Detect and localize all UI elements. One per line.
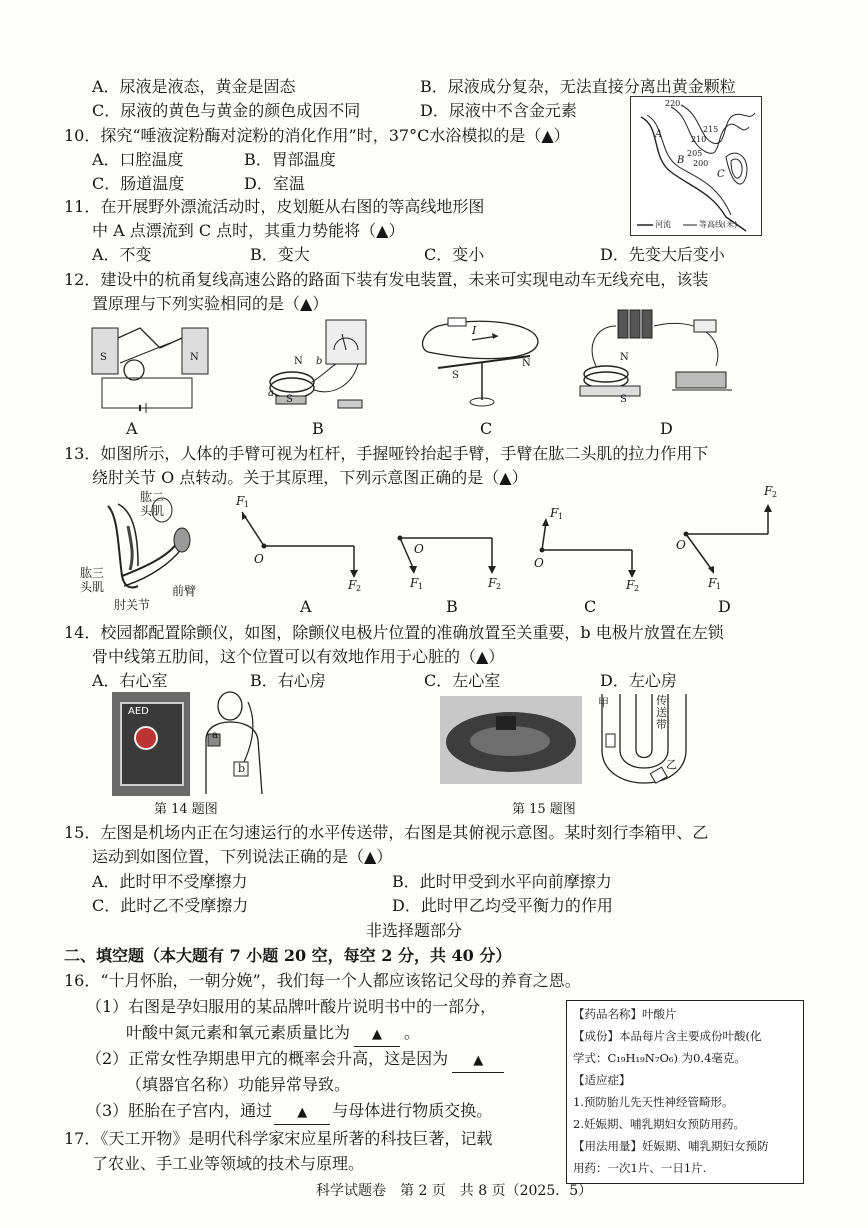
q13a-f1-label: F xyxy=(236,494,245,508)
q16-part1-line1: （1）右图是孕妇服用的某品牌叶酸片说明书中的一部分， xyxy=(86,997,497,1016)
q13a-f2-label: F xyxy=(348,578,357,592)
page-footer: 科学试题卷 第 2 页 共 8 页（2025．5） xyxy=(316,1183,593,1199)
contour-point-a: A xyxy=(655,129,663,140)
belt-label-2: 送 xyxy=(656,706,667,719)
q10-option-b: B．胃部温度 xyxy=(244,150,336,169)
drug-indication-2: 2.妊娠期、哺乳期妇女预防用药。 xyxy=(573,1117,745,1131)
q15-option-c: C．此时乙不受摩擦力 xyxy=(92,896,249,915)
q11-stem-line1: 11．在开展野外漂流活动时，皮划艇从右图的等高线地形图 xyxy=(64,197,485,216)
folic-acid-label-box xyxy=(566,1000,804,1184)
q13a-o-label: O xyxy=(254,552,264,566)
q14-option-d: D．左心房 xyxy=(600,671,677,690)
q12-stem-line1: 12．建设中的杭甬复线高速公路的路面下装有发电装置，未来可实现电动车无线充电，该装 xyxy=(64,270,709,289)
q16-part3-text-b: 与母体进行物质交换。 xyxy=(332,1101,493,1120)
q13c-f1-sub: 1 xyxy=(558,512,564,521)
q15-option-a: A．此时甲不受摩擦力 xyxy=(92,872,248,891)
contour-map xyxy=(630,96,762,236)
q14-stem-line1: 14．校园都配置除颤仪，如图，除颤仪电极片位置的准确放置至关重要，b 电极片放置在左锁 xyxy=(64,623,724,642)
q12-figure-c-letter: C xyxy=(480,419,493,438)
q11-option-d: D．先变大后变小 xyxy=(600,245,725,264)
q9-option-c: C．尿液的黄色与黄金的颜色成因不同 xyxy=(92,101,361,120)
q17-stem-line1: 17．《天工开物》是明代科学家宋应星所著的科技巨著，记载 xyxy=(64,1129,493,1148)
q14-option-a: A．右心室 xyxy=(92,671,168,690)
q12d-label-s: S xyxy=(620,394,627,405)
conveyor-diagram xyxy=(596,690,692,794)
contour-label-210: 210 xyxy=(691,135,707,144)
q13b-f1-label: F xyxy=(410,576,419,590)
q13d-f2-label: F xyxy=(764,484,773,498)
drug-name-line: 【药品名称】叶酸片 xyxy=(573,1007,677,1021)
q13d-o-label: O xyxy=(676,538,686,552)
q13c-f2-sub: 2 xyxy=(634,584,640,593)
q9-option-d: D．尿液中不含金元素 xyxy=(420,101,577,120)
contour-label-205: 205 xyxy=(687,149,703,158)
q16-part2-line1 xyxy=(86,1048,508,1073)
q13d-f2-sub: 2 xyxy=(772,490,778,499)
q11-option-c: C．变小 xyxy=(424,245,485,264)
q16-part3-line xyxy=(86,1100,492,1125)
contour-label-200: 200 xyxy=(693,159,709,168)
q13b-f2-label: F xyxy=(488,576,497,590)
q16-part2-blank[interactable]: ▲ xyxy=(452,1050,504,1073)
q13d-f1-label: F xyxy=(708,576,717,590)
q13-diagram-c xyxy=(532,500,652,596)
q12-figure-b-letter: B xyxy=(312,419,324,438)
q13-diagram-a xyxy=(230,492,370,592)
q13a-f2-sub: 2 xyxy=(356,584,362,593)
drug-dosage-line2: 用药：一次1片、一日1片. xyxy=(573,1161,707,1175)
q13b-f2-sub: 2 xyxy=(496,582,502,591)
q16-part1-text: 叶酸中氮元素和氧元素质量比为 xyxy=(126,1023,351,1042)
q11-option-b: B．变大 xyxy=(250,245,310,264)
q13c-f2-label: F xyxy=(626,578,635,592)
legend-contour-label: 等高线(米) xyxy=(699,220,738,229)
q11-stem-line2: 中 A 点漂流到 C 点时，其重力势能将（▲） xyxy=(92,221,405,240)
electrode-a-label: a xyxy=(212,730,218,741)
q12-figure-a-letter: A xyxy=(126,419,138,438)
q12-stem-line2: 置原理与下列实验相同的是（▲） xyxy=(92,294,329,313)
q15-option-d: D．此时甲乙均受平衡力的作用 xyxy=(392,896,613,915)
q16-part1-line2 xyxy=(126,1022,420,1047)
q13-diagram-b-letter: B xyxy=(446,597,458,616)
q12-figure-a xyxy=(90,318,210,418)
q12-figure-c xyxy=(418,312,548,412)
q9-option-a: A．尿液是液态，黄金是固态 xyxy=(92,77,296,96)
q12b-label-b: b xyxy=(316,356,323,367)
q15-stem-line2: 运动到如图位置，下列说法正确的是（▲） xyxy=(92,847,393,866)
q13c-o-label: O xyxy=(534,556,544,570)
q12-figure-d xyxy=(576,306,736,416)
q16-part3-text-a: （3）胚胎在子宫内，通过 xyxy=(86,1101,273,1120)
q10-stem: 10．探究“唾液淀粉酶对淀粉的消化作用”时，37°C水浴模拟的是（▲） xyxy=(64,126,570,145)
luggage-jia-label: 甲 xyxy=(598,696,609,709)
q16-part2-text: （2）正常女性孕期患甲亢的概率会升高，这是因为 xyxy=(86,1049,449,1068)
q12c-label-i: I xyxy=(472,324,477,337)
q12-figure-d-letter: D xyxy=(660,419,673,438)
q16-part1-end: 。 xyxy=(404,1023,421,1042)
q12-figure-b xyxy=(262,316,382,416)
q15-stem-line1: 15．左图是机场内正在匀速运行的水平传送带，右图是其俯视示意图。某时刻行李箱甲、乙 xyxy=(64,823,709,842)
q12a-label-s: S xyxy=(100,352,107,363)
q13-stem-line1: 13．如图所示，人体的手臂可视为杠杆，手握哑铃抬起手臂，手臂在肱二头肌的拉力作用下 xyxy=(64,444,709,463)
belt-label-1: 传 xyxy=(656,694,667,707)
contour-label-220: 220 xyxy=(665,99,681,108)
biceps-label-2: 头肌 xyxy=(140,504,165,518)
q13-diagram-b xyxy=(392,520,512,596)
belt-label-3: 带 xyxy=(656,718,667,731)
electrode-b-label: b xyxy=(238,762,246,775)
legend-river-label: 河流 xyxy=(655,220,671,229)
q13-arm-figure xyxy=(78,486,208,612)
q12b-label-a: a xyxy=(268,388,274,399)
fig14-caption: 第 14 题图 xyxy=(154,802,218,817)
drug-ingredient-line1: 【成份】本品每片含主要成份叶酸(化 xyxy=(573,1029,762,1043)
section-two-title: 二、填空题（本大题有 7 小题 20 空，每空 2 分，共 40 分） xyxy=(64,946,512,965)
q16-stem: 16．“十月怀胎，一朝分娩”，我们每一个人都应该铭记父母的养育之恩。 xyxy=(64,971,581,990)
q9-option-b: B．尿液成分复杂，无法直接分离出黄金颗粒 xyxy=(420,77,736,96)
q10-option-c: C．肠道温度 xyxy=(92,174,185,193)
q12c-label-n: N xyxy=(522,358,531,369)
luggage-yi-label: 乙 xyxy=(666,758,677,771)
q14-stem-line2: 骨中线第五肋间，这个位置可以有效地作用于心脏的（▲） xyxy=(92,647,505,666)
q13-stem-line2: 绕肘关节 O 点转动。关于其原理，下列示意图正确的是（▲） xyxy=(92,468,528,487)
q13-diagram-a-letter: A xyxy=(300,597,312,616)
q17-stem-line2: 了农业、手工业等领域的技术与原理。 xyxy=(92,1154,365,1173)
aed-photo xyxy=(112,692,190,796)
q13c-f1-label: F xyxy=(550,506,559,520)
q12a-label-n: N xyxy=(190,352,199,363)
q16-part2-line2: （填器官名称）功能异常导致。 xyxy=(126,1075,351,1094)
triceps-label-1: 肱三 xyxy=(80,566,105,580)
q13d-f1-sub: 1 xyxy=(716,582,722,591)
q13b-o-label: O xyxy=(414,542,424,556)
contour-point-b: B xyxy=(677,155,685,166)
q13-diagram-c-letter: C xyxy=(584,597,597,616)
elbow-label: 肘关节 xyxy=(114,598,151,612)
q12c-label-s: S xyxy=(452,370,459,381)
contour-point-c: C xyxy=(717,169,725,180)
q14-option-b: B．右心房 xyxy=(250,671,326,690)
electrode-placement-figure xyxy=(196,690,276,798)
q13a-f1-sub: 1 xyxy=(244,500,250,509)
non-choice-heading: 非选择题部分 xyxy=(366,921,463,940)
triceps-label-2: 头肌 xyxy=(80,580,105,594)
drug-ingredient-line2: 学式：C₁₉H₁₉N₇O₆) 为0.4毫克。 xyxy=(573,1051,746,1065)
q13-diagram-d-letter: D xyxy=(718,597,731,616)
contour-label-215: 215 xyxy=(703,125,719,134)
conveyor-photo xyxy=(440,696,582,784)
forearm-label: 前臂 xyxy=(172,584,197,598)
q14-option-c: C．左心室 xyxy=(424,671,501,690)
q10-option-a: A．口腔温度 xyxy=(92,150,184,169)
q12b-label-n: N xyxy=(294,356,303,367)
aed-label: AED xyxy=(128,706,149,717)
q16-part1-blank[interactable]: ▲ xyxy=(354,1024,400,1047)
q12b-label-s: S xyxy=(286,394,293,405)
drug-indication-heading: 【适应症】 xyxy=(573,1073,631,1087)
drug-dosage-line1: 【用法用量】妊娠期、哺乳期妇女预防 xyxy=(573,1139,769,1153)
q16-part3-blank[interactable]: ▲ xyxy=(274,1102,330,1125)
q15-option-b: B．此时甲受到水平向前摩擦力 xyxy=(392,872,612,891)
fig15-caption: 第 15 题图 xyxy=(512,802,576,817)
q10-option-d: D．室温 xyxy=(244,174,305,193)
q13-diagram-d xyxy=(672,484,792,596)
biceps-label-1: 肱二 xyxy=(140,490,165,504)
q11-option-a: A．不变 xyxy=(92,245,152,264)
q13b-f1-sub: 1 xyxy=(418,582,424,591)
drug-indication-1: 1.预防胎儿先天性神经管畸形。 xyxy=(573,1095,734,1109)
q12d-label-n: N xyxy=(620,352,629,363)
